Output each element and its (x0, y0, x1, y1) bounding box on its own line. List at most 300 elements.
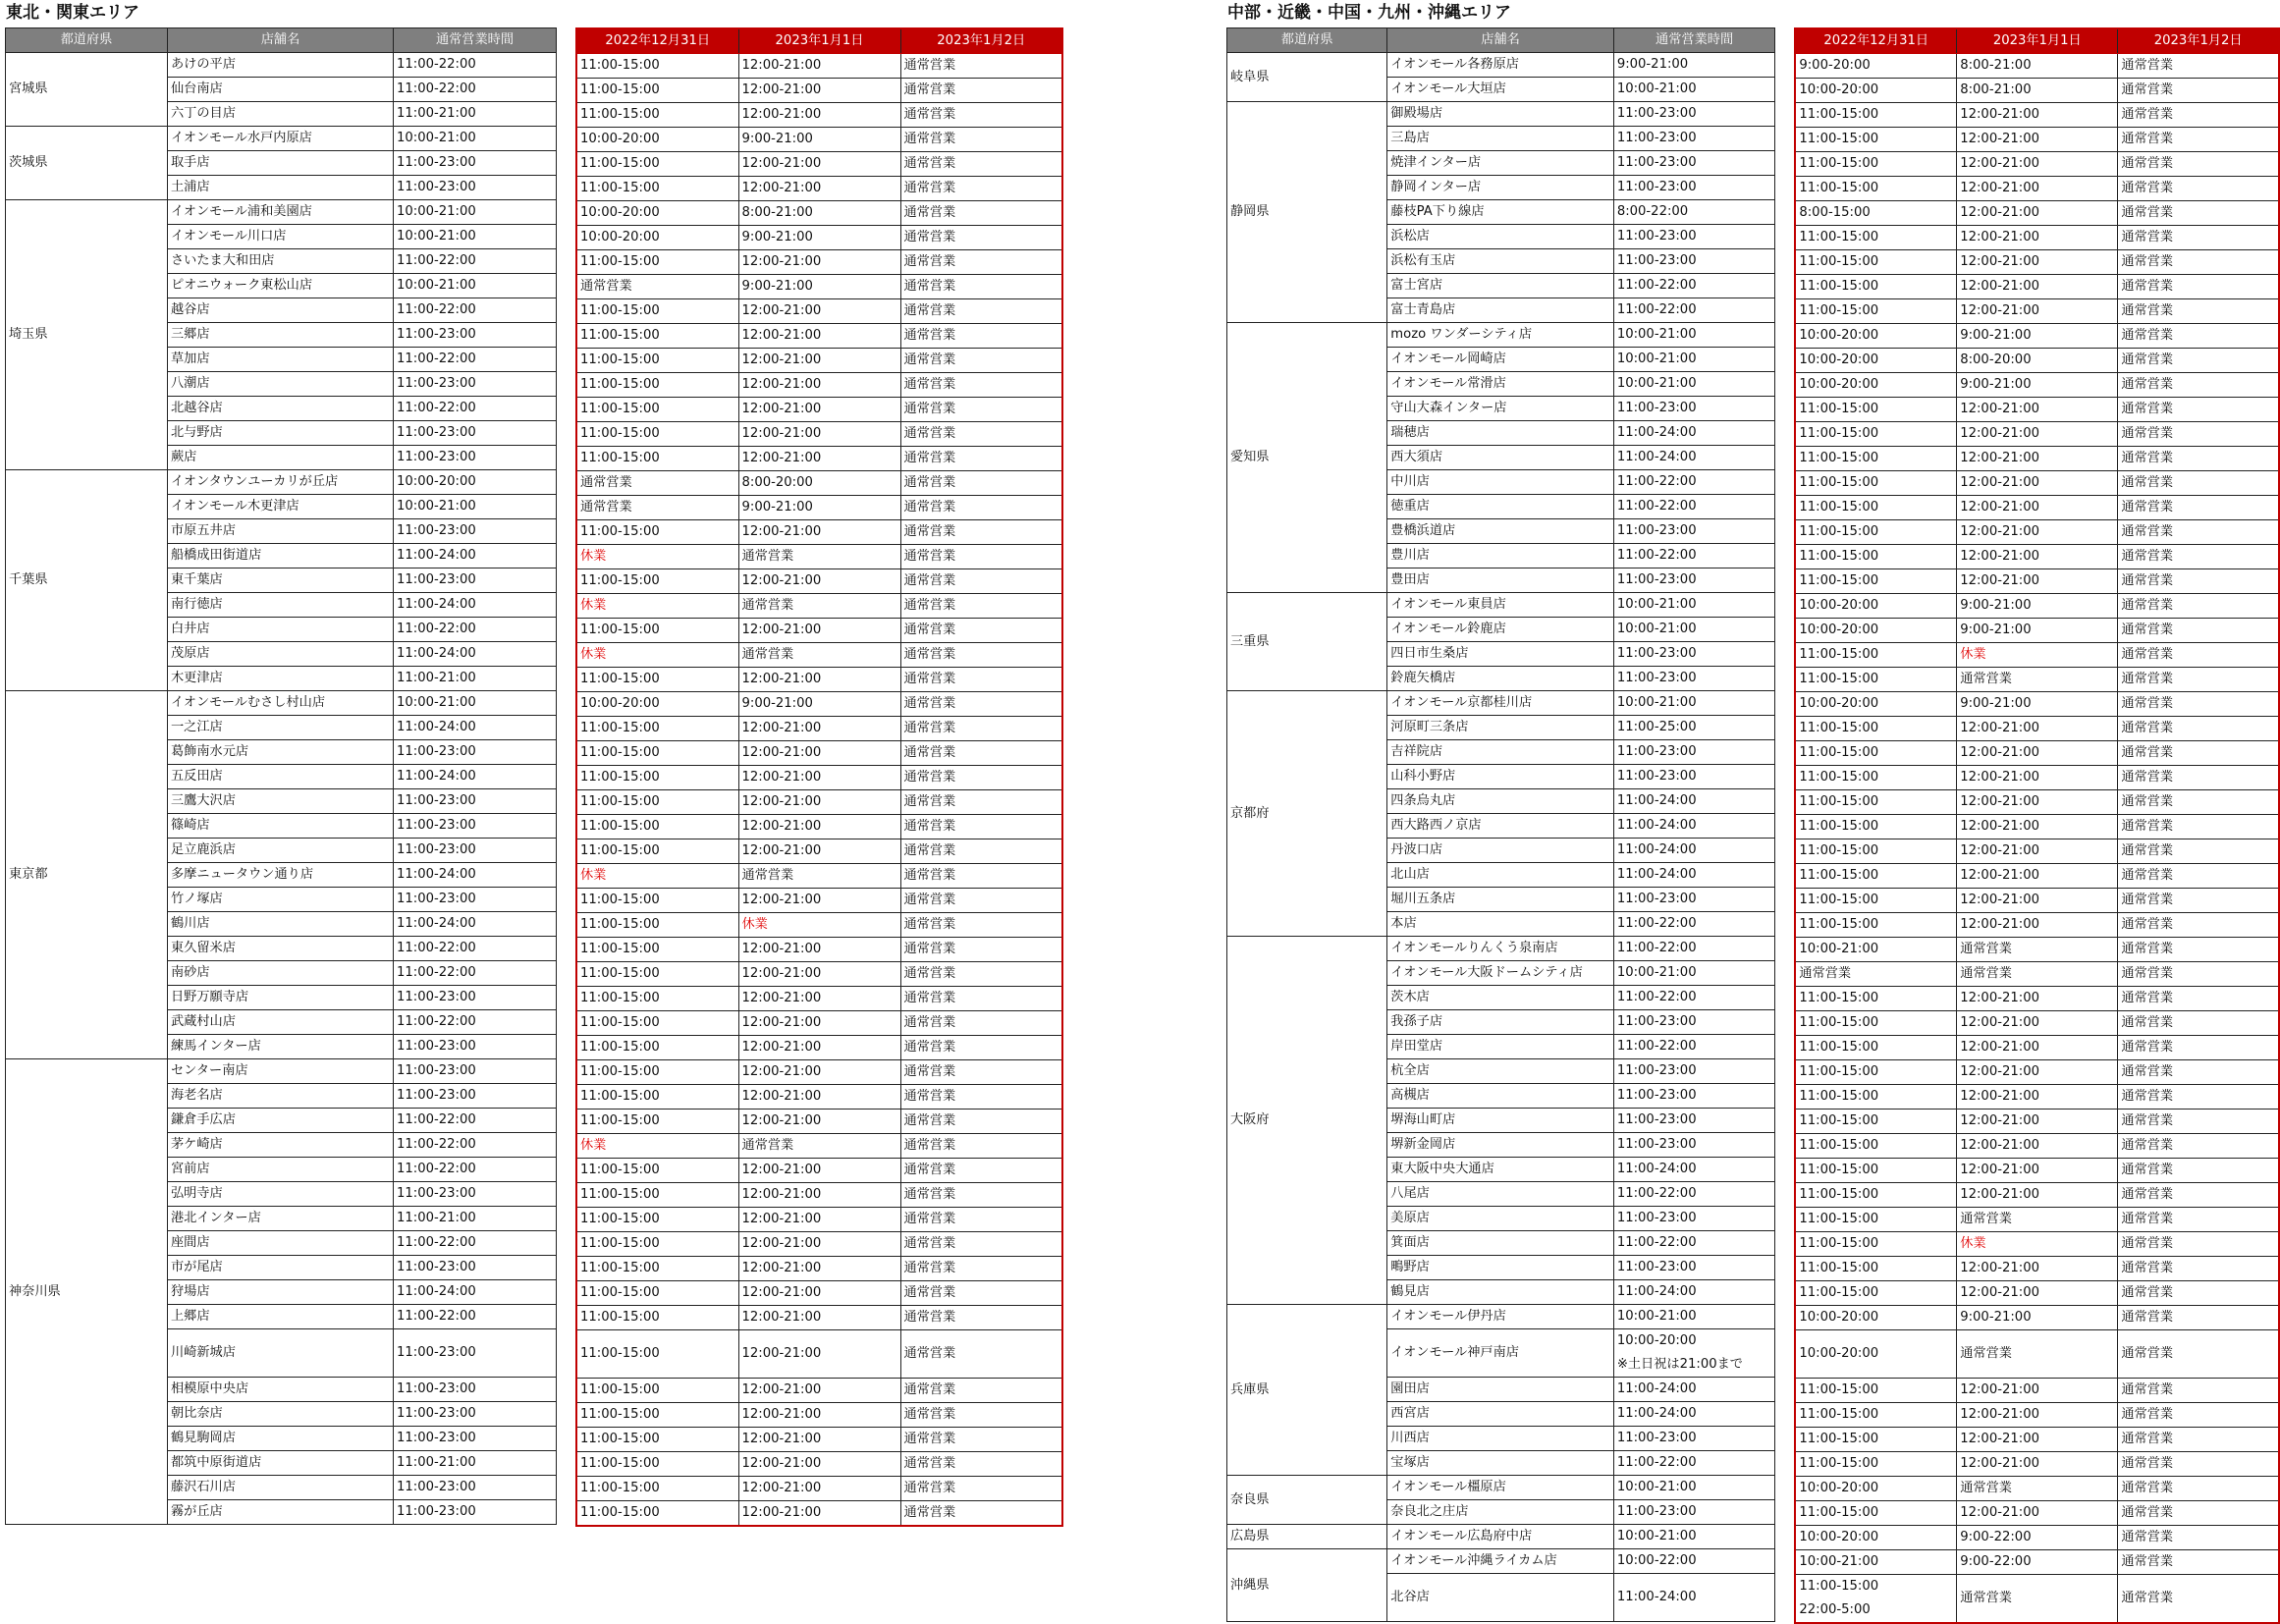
jan1-hours-cell: 12:00-21:00 (1957, 717, 2118, 741)
normal-hours-cell: 11:00-23:00 (1613, 127, 1775, 151)
table-row (1795, 839, 2279, 864)
table-row (576, 1403, 1062, 1428)
jan1-hours-cell: 通常営業 (738, 594, 900, 619)
store-name-cell: 朝比奈店 (168, 1402, 394, 1427)
dec31-hours-cell: 11:00-15:00 (1795, 1428, 1956, 1452)
header-date-jan1: 2023年1月1日 (1957, 28, 2118, 54)
jan1-hours-cell: 12:00-21:00 (1957, 520, 2118, 545)
normal-hours-cell: 11:00-22:00 (394, 78, 557, 102)
store-name-cell: 美原店 (1387, 1207, 1614, 1231)
store-name-cell: 園田店 (1387, 1378, 1614, 1402)
normal-hours-cell: 11:00-23:00 (394, 1256, 557, 1280)
store-name-cell: 三郷店 (168, 323, 394, 348)
dec31-hours-cell: 11:00-15:00 (576, 1208, 738, 1232)
store-name-cell: mozo ワンダーシティ店 (1387, 323, 1614, 348)
jan2-hours-cell: 通常営業 (2118, 1575, 2279, 1624)
jan1-hours-cell: 12:00-21:00 (1957, 766, 2118, 790)
header-date-jan2: 2023年1月2日 (900, 28, 1062, 54)
store-name-cell: 焼津インター店 (1387, 151, 1614, 176)
store-name-cell: 宝塚店 (1387, 1451, 1614, 1476)
dec31-hours-cell: 10:00-20:00 (1795, 1477, 1956, 1501)
jan2-hours-cell: 通常営業 (2118, 1208, 2279, 1232)
header-prefecture: 都道府県 (6, 28, 168, 53)
table-row (1795, 324, 2279, 349)
jan1-hours-cell: 12:00-21:00 (1957, 447, 2118, 471)
jan1-hours-cell: 12:00-21:00 (1957, 128, 2118, 152)
jan1-hours-cell: 12:00-21:00 (1957, 1501, 2118, 1526)
jan1-hours-cell: 12:00-21:00 (738, 520, 900, 545)
jan1-hours-cell: 12:00-21:00 (1957, 1036, 2118, 1060)
table-row (576, 619, 1062, 643)
store-name-cell: 篠崎店 (168, 814, 394, 839)
jan2-hours-cell: 通常営業 (900, 668, 1062, 692)
jan2-hours-cell: 通常営業 (2118, 1501, 2279, 1526)
jan2-hours-cell: 通常営業 (900, 275, 1062, 299)
table-row (1795, 128, 2279, 152)
jan1-hours-cell: 12:00-21:00 (738, 1330, 900, 1379)
store-name-cell: 四条烏丸店 (1387, 789, 1614, 814)
dec31-hours-cell: 11:00-15:00 (576, 299, 738, 324)
dec31-hours-cell: 11:00-15:00 (576, 1011, 738, 1036)
dec31-hours-cell: 11:00-15:00 (1795, 103, 1956, 128)
jan2-hours-cell: 通常営業 (2118, 569, 2279, 594)
jan2-hours-cell: 通常営業 (2118, 962, 2279, 987)
store-name-cell: 堀川五条店 (1387, 888, 1614, 912)
store-name-cell: 南行徳店 (168, 593, 394, 618)
store-name-cell: 吉祥院店 (1387, 740, 1614, 765)
dec31-hours-cell: 休業 (576, 545, 738, 569)
store-name-cell: 豊川店 (1387, 544, 1614, 568)
normal-hours-cell: 11:00-23:00 (1613, 1427, 1775, 1451)
store-name-cell: 取手店 (168, 151, 394, 176)
normal-hours-cell: 11:00-23:00 (1613, 519, 1775, 544)
normal-hours-table (5, 27, 557, 1525)
jan1-hours-cell: 12:00-21:00 (738, 1232, 900, 1257)
table-row (576, 152, 1062, 177)
jan2-hours-cell: 通常営業 (2118, 422, 2279, 447)
normal-hours-cell: 10:00-21:00 (394, 127, 557, 151)
dec31-hours-cell: 11:00-15:00 (576, 913, 738, 938)
normal-hours-cell: 11:00-22:00 (394, 1231, 557, 1256)
store-name-cell: 富士青島店 (1387, 298, 1614, 323)
jan1-hours-cell: 9:00-21:00 (1957, 373, 2118, 398)
jan2-hours-cell: 通常営業 (2118, 1134, 2279, 1159)
jan2-hours-cell: 通常営業 (2118, 177, 2279, 201)
table-row (576, 324, 1062, 349)
jan2-hours-cell: 通常営業 (900, 1379, 1062, 1403)
store-name-cell: 杭全店 (1387, 1059, 1614, 1084)
jan1-hours-cell: 12:00-21:00 (738, 1403, 900, 1428)
store-name-cell: 北与野店 (168, 421, 394, 446)
jan2-hours-cell: 通常営業 (900, 177, 1062, 201)
table-row (1795, 790, 2279, 815)
dec31-hours-cell: 11:00-15:00 (1795, 1110, 1956, 1134)
table-row (1795, 938, 2279, 962)
normal-hours-cell: 10:00-21:00 (394, 274, 557, 298)
table-row (576, 128, 1062, 152)
dec31-hours-cell: 11:00-15:00 (576, 1159, 738, 1183)
table-row (576, 1183, 1062, 1208)
store-name-cell: 白井店 (168, 618, 394, 642)
table-row (6, 127, 557, 151)
normal-hours-cell: 11:00-23:00 (394, 1182, 557, 1207)
table-row (576, 1011, 1062, 1036)
jan1-hours-cell: 12:00-21:00 (738, 741, 900, 766)
dec31-hours-cell: 11:00-15:00 (576, 1232, 738, 1257)
table-row (576, 349, 1062, 373)
dec31-hours-cell: 通常営業 (576, 275, 738, 299)
normal-hours-cell: 11:00-24:00 (1613, 446, 1775, 470)
store-name-cell: 海老名店 (168, 1084, 394, 1109)
header-normal-hours: 通常営業時間 (1613, 28, 1775, 53)
normal-hours-cell: 11:00-23:00 (394, 1059, 557, 1084)
normal-hours-cell: 11:00-22:00 (1613, 495, 1775, 519)
dec31-hours-cell: 通常営業 (1795, 962, 1956, 987)
jan1-hours-cell: 12:00-21:00 (738, 569, 900, 594)
table-row (1795, 447, 2279, 471)
table-row (1795, 1575, 2279, 1624)
jan2-hours-cell: 通常営業 (2118, 1257, 2279, 1281)
store-name-cell: 箕面店 (1387, 1231, 1614, 1256)
dec31-hours-cell: 通常営業 (576, 496, 738, 520)
store-name-cell: 西大路西ノ京店 (1387, 814, 1614, 839)
table-row (1795, 54, 2279, 79)
dec31-hours-cell (1795, 1575, 1956, 1624)
jan2-hours-cell: 通常営業 (900, 471, 1062, 496)
jan2-hours-cell: 通常営業 (900, 128, 1062, 152)
table-row (576, 1232, 1062, 1257)
table-row (1795, 520, 2279, 545)
table-row (576, 938, 1062, 962)
normal-hours-cell: 11:00-22:00 (1613, 298, 1775, 323)
jan2-hours-cell: 通常営業 (2118, 938, 2279, 962)
normal-hours-cell: 10:00-21:00 (1613, 1525, 1775, 1549)
jan2-hours-cell: 通常営業 (2118, 324, 2279, 349)
store-name-cell: 河原町三条店 (1387, 716, 1614, 740)
normal-hours-cell: 9:00-21:00 (1613, 53, 1775, 78)
table-row (1795, 1183, 2279, 1208)
store-name-cell: 土浦店 (168, 176, 394, 200)
area-section-west (1226, 0, 2280, 1624)
jan2-hours-cell: 通常営業 (900, 299, 1062, 324)
jan1-hours-cell: 12:00-21:00 (1957, 569, 2118, 594)
table-row (6, 200, 557, 225)
table-row (576, 226, 1062, 250)
jan1-hours-cell: 9:00-21:00 (1957, 619, 2118, 643)
dec31-hours-cell: 9:00-20:00 (1795, 54, 1956, 79)
store-name-cell: イオンモール東員店 (1387, 593, 1614, 618)
store-name-cell: イオンモール京都桂川店 (1387, 691, 1614, 716)
normal-hours-cell: 11:00-23:00 (394, 814, 557, 839)
store-name-cell: 富士宮店 (1387, 274, 1614, 298)
dec31-hours-value: 11:00-15:00 (1799, 1579, 1879, 1594)
store-name-cell: 西宮店 (1387, 1402, 1614, 1427)
store-name-cell: 船橋成田街道店 (168, 544, 394, 568)
dec31-hours-cell: 11:00-15:00 (1795, 1403, 1956, 1428)
store-name-cell: 葛飾南水元店 (168, 740, 394, 765)
jan2-hours-cell: 通常営業 (900, 1330, 1062, 1379)
table-row (1795, 398, 2279, 422)
dec31-hours-cell: 11:00-15:00 (576, 1379, 738, 1403)
jan1-hours-cell: 12:00-21:00 (1957, 913, 2118, 938)
table-row (1227, 1476, 1775, 1500)
dec31-hours-cell: 11:00-15:00 (1795, 152, 1956, 177)
normal-hours-cell: 11:00-24:00 (394, 593, 557, 618)
jan2-hours-cell: 通常営業 (2118, 619, 2279, 643)
table-row (1795, 1428, 2279, 1452)
normal-hours-cell: 11:00-23:00 (394, 1035, 557, 1059)
normal-hours-cell: 11:00-23:00 (394, 1476, 557, 1500)
dec31-hours-cell: 休業 (576, 1134, 738, 1159)
store-name-cell: 川西店 (1387, 1427, 1614, 1451)
table-row (576, 1134, 1062, 1159)
dec31-hours-cell: 11:00-15:00 (1795, 1011, 1956, 1036)
dec31-hours-cell: 11:00-15:00 (576, 1306, 738, 1330)
prefecture-cell: 大阪府 (1227, 937, 1387, 1305)
table-row (6, 1059, 557, 1084)
store-name-cell: 東久留米店 (168, 937, 394, 961)
jan2-hours-cell: 通常営業 (2118, 815, 2279, 839)
dec31-hours-cell: 10:00-20:00 (1795, 594, 1956, 619)
prefecture-cell: 兵庫県 (1227, 1305, 1387, 1476)
store-name-cell: 三島店 (1387, 127, 1614, 151)
jan1-hours-cell: 12:00-21:00 (1957, 741, 2118, 766)
jan1-hours-cell: 12:00-21:00 (738, 839, 900, 864)
dec31-hours-cell: 11:00-15:00 (576, 668, 738, 692)
dec31-hours-cell: 11:00-15:00 (576, 741, 738, 766)
table-row (576, 643, 1062, 668)
jan2-hours-cell: 通常営業 (900, 913, 1062, 938)
table-row (1795, 766, 2279, 790)
store-name-cell: 藤枝PA下り線店 (1387, 200, 1614, 225)
store-name-cell: 三鷹大沢店 (168, 789, 394, 814)
header-date-dec31: 2022年12月31日 (1795, 28, 1956, 54)
normal-hours-cell: 11:00-22:00 (394, 961, 557, 986)
table-row (1795, 103, 2279, 128)
dec31-hours-cell: 11:00-15:00 (576, 103, 738, 128)
normal-hours-cell: 11:00-23:00 (1613, 1133, 1775, 1158)
jan2-hours-cell: 通常営業 (900, 1208, 1062, 1232)
dec31-hours-cell: 10:00-21:00 (1795, 938, 1956, 962)
store-name-cell: 御殿場店 (1387, 102, 1614, 127)
store-name-cell: 鶴見駒岡店 (168, 1427, 394, 1451)
jan2-hours-cell: 通常営業 (900, 790, 1062, 815)
jan1-hours-cell: 12:00-21:00 (1957, 103, 2118, 128)
table-row (1795, 741, 2279, 766)
store-name-cell: 武蔵村山店 (168, 1010, 394, 1035)
jan2-hours-cell: 通常営業 (2118, 913, 2279, 938)
jan1-hours-cell: 通常営業 (1957, 1208, 2118, 1232)
dec31-hours-cell: 11:00-15:00 (576, 987, 738, 1011)
jan1-hours-cell: 9:00-22:00 (1957, 1526, 2118, 1550)
jan2-hours-cell: 通常営業 (2118, 1452, 2279, 1477)
store-name-cell: 日野万願寺店 (168, 986, 394, 1010)
table-row (1795, 349, 2279, 373)
normal-hours-cell: 11:00-24:00 (1613, 1158, 1775, 1182)
jan2-hours-cell: 通常営業 (900, 766, 1062, 790)
dec31-hours-cell: 11:00-15:00 (1795, 889, 1956, 913)
jan1-hours-cell: 12:00-21:00 (1957, 1379, 2118, 1403)
dec31-hours-cell: 8:00-15:00 (1795, 201, 1956, 226)
jan2-hours-cell: 通常営業 (2118, 864, 2279, 889)
jan1-hours-cell: 12:00-21:00 (1957, 177, 2118, 201)
normal-hours-cell: 11:00-23:00 (394, 789, 557, 814)
jan1-hours-cell: 12:00-21:00 (738, 349, 900, 373)
table-row (1795, 815, 2279, 839)
dec31-hours-cell: 11:00-15:00 (576, 1110, 738, 1134)
dec31-hours-cell: 10:00-20:00 (1795, 373, 1956, 398)
dec31-hours-cell: 11:00-15:00 (576, 1452, 738, 1477)
dec31-hours-cell: 11:00-15:00 (576, 1085, 738, 1110)
dec31-hours-cell: 11:00-15:00 (576, 79, 738, 103)
table-row (1795, 987, 2279, 1011)
store-name-cell: 多摩ニュータウン通り店 (168, 863, 394, 888)
jan2-hours-cell: 通常営業 (900, 1060, 1062, 1085)
table-row (576, 520, 1062, 545)
dec31-hours-cell: 11:00-15:00 (576, 1403, 738, 1428)
store-name-cell: 北谷店 (1387, 1574, 1614, 1622)
dec31-hours-cell: 10:00-20:00 (576, 692, 738, 717)
dec31-hours-cell: 11:00-15:00 (576, 447, 738, 471)
jan1-hours-cell: 12:00-21:00 (738, 152, 900, 177)
header-date-jan2: 2023年1月2日 (2118, 28, 2279, 54)
jan2-hours-cell: 通常営業 (900, 1011, 1062, 1036)
jan2-hours-cell: 通常営業 (900, 373, 1062, 398)
dec31-hours-cell: 11:00-15:00 (1795, 913, 1956, 938)
jan2-hours-cell: 通常営業 (2118, 398, 2279, 422)
store-name-cell: 堺海山町店 (1387, 1109, 1614, 1133)
normal-hours-cell: 11:00-22:00 (394, 53, 557, 78)
jan1-hours-cell: 12:00-21:00 (1957, 790, 2118, 815)
table-row (1227, 102, 1775, 127)
normal-hours-cell: 11:00-24:00 (1613, 863, 1775, 888)
store-name-cell: 越谷店 (168, 298, 394, 323)
store-name-cell: あけの平店 (168, 53, 394, 78)
normal-hours-cell: 11:00-23:00 (1613, 1500, 1775, 1525)
dec31-hours-cell: 休業 (576, 643, 738, 668)
jan1-hours-cell: 12:00-21:00 (738, 1036, 900, 1060)
dec31-hours-cell: 11:00-15:00 (1795, 177, 1956, 201)
dec31-hours-cell: 11:00-15:00 (1795, 226, 1956, 250)
jan1-hours-cell: 12:00-21:00 (1957, 1134, 2118, 1159)
jan1-hours-cell: 12:00-21:00 (738, 1281, 900, 1306)
normal-hours-cell: 11:00-22:00 (1613, 274, 1775, 298)
normal-hours-cell: 10:00-21:00 (1613, 961, 1775, 986)
normal-hours-cell: 10:00-21:00 (1613, 1476, 1775, 1500)
dec31-hours-cell: 11:00-15:00 (1795, 1159, 1956, 1183)
jan1-hours-cell: 通常営業 (738, 864, 900, 889)
jan1-hours-cell: 12:00-21:00 (1957, 1281, 2118, 1306)
normal-hours-cell: 10:00-21:00 (1613, 593, 1775, 618)
normal-hours-cell: 11:00-23:00 (1613, 740, 1775, 765)
store-name-cell: イオンモールりんくう泉南店 (1387, 937, 1614, 961)
dec31-hours-cell: 11:00-15:00 (1795, 839, 1956, 864)
normal-hours-cell: 11:00-23:00 (394, 1500, 557, 1525)
table-row (1227, 323, 1775, 348)
dec31-hours-cell: 11:00-15:00 (1795, 987, 1956, 1011)
dec31-hours-cell: 11:00-15:00 (1795, 1281, 1956, 1306)
normal-hours-cell: 11:00-23:00 (394, 323, 557, 348)
dec31-hours-cell: 11:00-15:00 (1795, 668, 1956, 692)
normal-hours-cell: 11:00-22:00 (1613, 986, 1775, 1010)
jan2-hours-cell: 通常営業 (900, 815, 1062, 839)
table-row (1795, 913, 2279, 938)
jan2-hours-cell: 通常営業 (2118, 1036, 2279, 1060)
area-title: 東北・関東エリア (6, 3, 139, 23)
dec31-hours-cell: 11:00-15:00 (1795, 643, 1956, 668)
normal-hours-cell: 11:00-22:00 (394, 397, 557, 421)
jan2-hours-cell: 通常営業 (900, 324, 1062, 349)
table-row (1795, 864, 2279, 889)
store-name-cell: イオンモール川口店 (168, 225, 394, 249)
dec31-hours-cell: 通常営業 (576, 471, 738, 496)
store-name-cell: 我孫子店 (1387, 1010, 1614, 1035)
store-name-cell: 中川店 (1387, 470, 1614, 495)
jan1-hours-cell: 8:00-20:00 (1957, 349, 2118, 373)
normal-hours-cell: 11:00-22:00 (1613, 1035, 1775, 1059)
table-row (6, 53, 557, 78)
dec31-hours-cell: 11:00-15:00 (576, 938, 738, 962)
normal-hours-cell: 10:00-21:00 (1613, 372, 1775, 397)
jan1-hours-cell: 通常営業 (1957, 1477, 2118, 1501)
jan1-hours-cell: 9:00-21:00 (738, 692, 900, 717)
store-name-cell: センター南店 (168, 1059, 394, 1084)
table-row (1227, 691, 1775, 716)
dec31-hours-cell: 11:00-15:00 (1795, 398, 1956, 422)
jan1-hours-cell: 12:00-21:00 (1957, 152, 2118, 177)
table-row (1795, 373, 2279, 398)
dec31-hours-cell: 11:00-15:00 (1795, 1232, 1956, 1257)
jan1-hours-cell: 12:00-21:00 (738, 299, 900, 324)
normal-hours-cell: 11:00-23:00 (1613, 151, 1775, 176)
store-name-cell: 茅ケ崎店 (168, 1133, 394, 1158)
normal-hours-cell: 11:00-22:00 (1613, 544, 1775, 568)
normal-hours-cell: 11:00-24:00 (394, 912, 557, 937)
normal-hours-cell: 11:00-23:00 (1613, 568, 1775, 593)
table-row (1795, 1452, 2279, 1477)
jan1-hours-cell: 12:00-21:00 (738, 1257, 900, 1281)
table-row (1795, 226, 2279, 250)
dec31-hours-cell: 11:00-15:00 (1795, 717, 1956, 741)
normal-hours-cell: 11:00-22:00 (394, 1158, 557, 1182)
jan1-hours-cell: 9:00-21:00 (738, 496, 900, 520)
dec31-hours-cell: 休業 (576, 864, 738, 889)
store-name-cell: イオンモール伊丹店 (1387, 1305, 1614, 1329)
store-name-cell: 東千葉店 (168, 568, 394, 593)
store-name-cell: イオンモール水戸内原店 (168, 127, 394, 151)
table-row (576, 177, 1062, 201)
jan1-hours-cell: 8:00-20:00 (738, 471, 900, 496)
jan2-hours-cell: 通常営業 (2118, 1281, 2279, 1306)
dec31-hours-cell: 11:00-15:00 (1795, 1501, 1956, 1526)
jan1-hours-cell: 12:00-21:00 (738, 1110, 900, 1134)
dec31-hours-cell: 11:00-15:00 (1795, 1085, 1956, 1110)
dec31-hours-cell: 11:00-15:00 (576, 790, 738, 815)
jan2-hours-cell: 通常営業 (2118, 889, 2279, 913)
store-name-cell: イオンタウンユーカリが丘店 (168, 470, 394, 495)
store-name-cell: さいたま大和田店 (168, 249, 394, 274)
store-name-cell: 上郷店 (168, 1305, 394, 1329)
table-row (1795, 1159, 2279, 1183)
store-name-cell: 四日市生桑店 (1387, 642, 1614, 667)
normal-hours-cell: 11:00-23:00 (1613, 225, 1775, 249)
store-name-cell: 川崎新城店 (168, 1329, 394, 1378)
dec31-hours-cell: 10:00-20:00 (1795, 349, 1956, 373)
jan2-hours-cell: 通常営業 (900, 152, 1062, 177)
jan2-hours-cell: 通常営業 (2118, 520, 2279, 545)
dec31-hours-cell: 10:00-20:00 (576, 226, 738, 250)
normal-hours-cell: 11:00-22:00 (394, 618, 557, 642)
